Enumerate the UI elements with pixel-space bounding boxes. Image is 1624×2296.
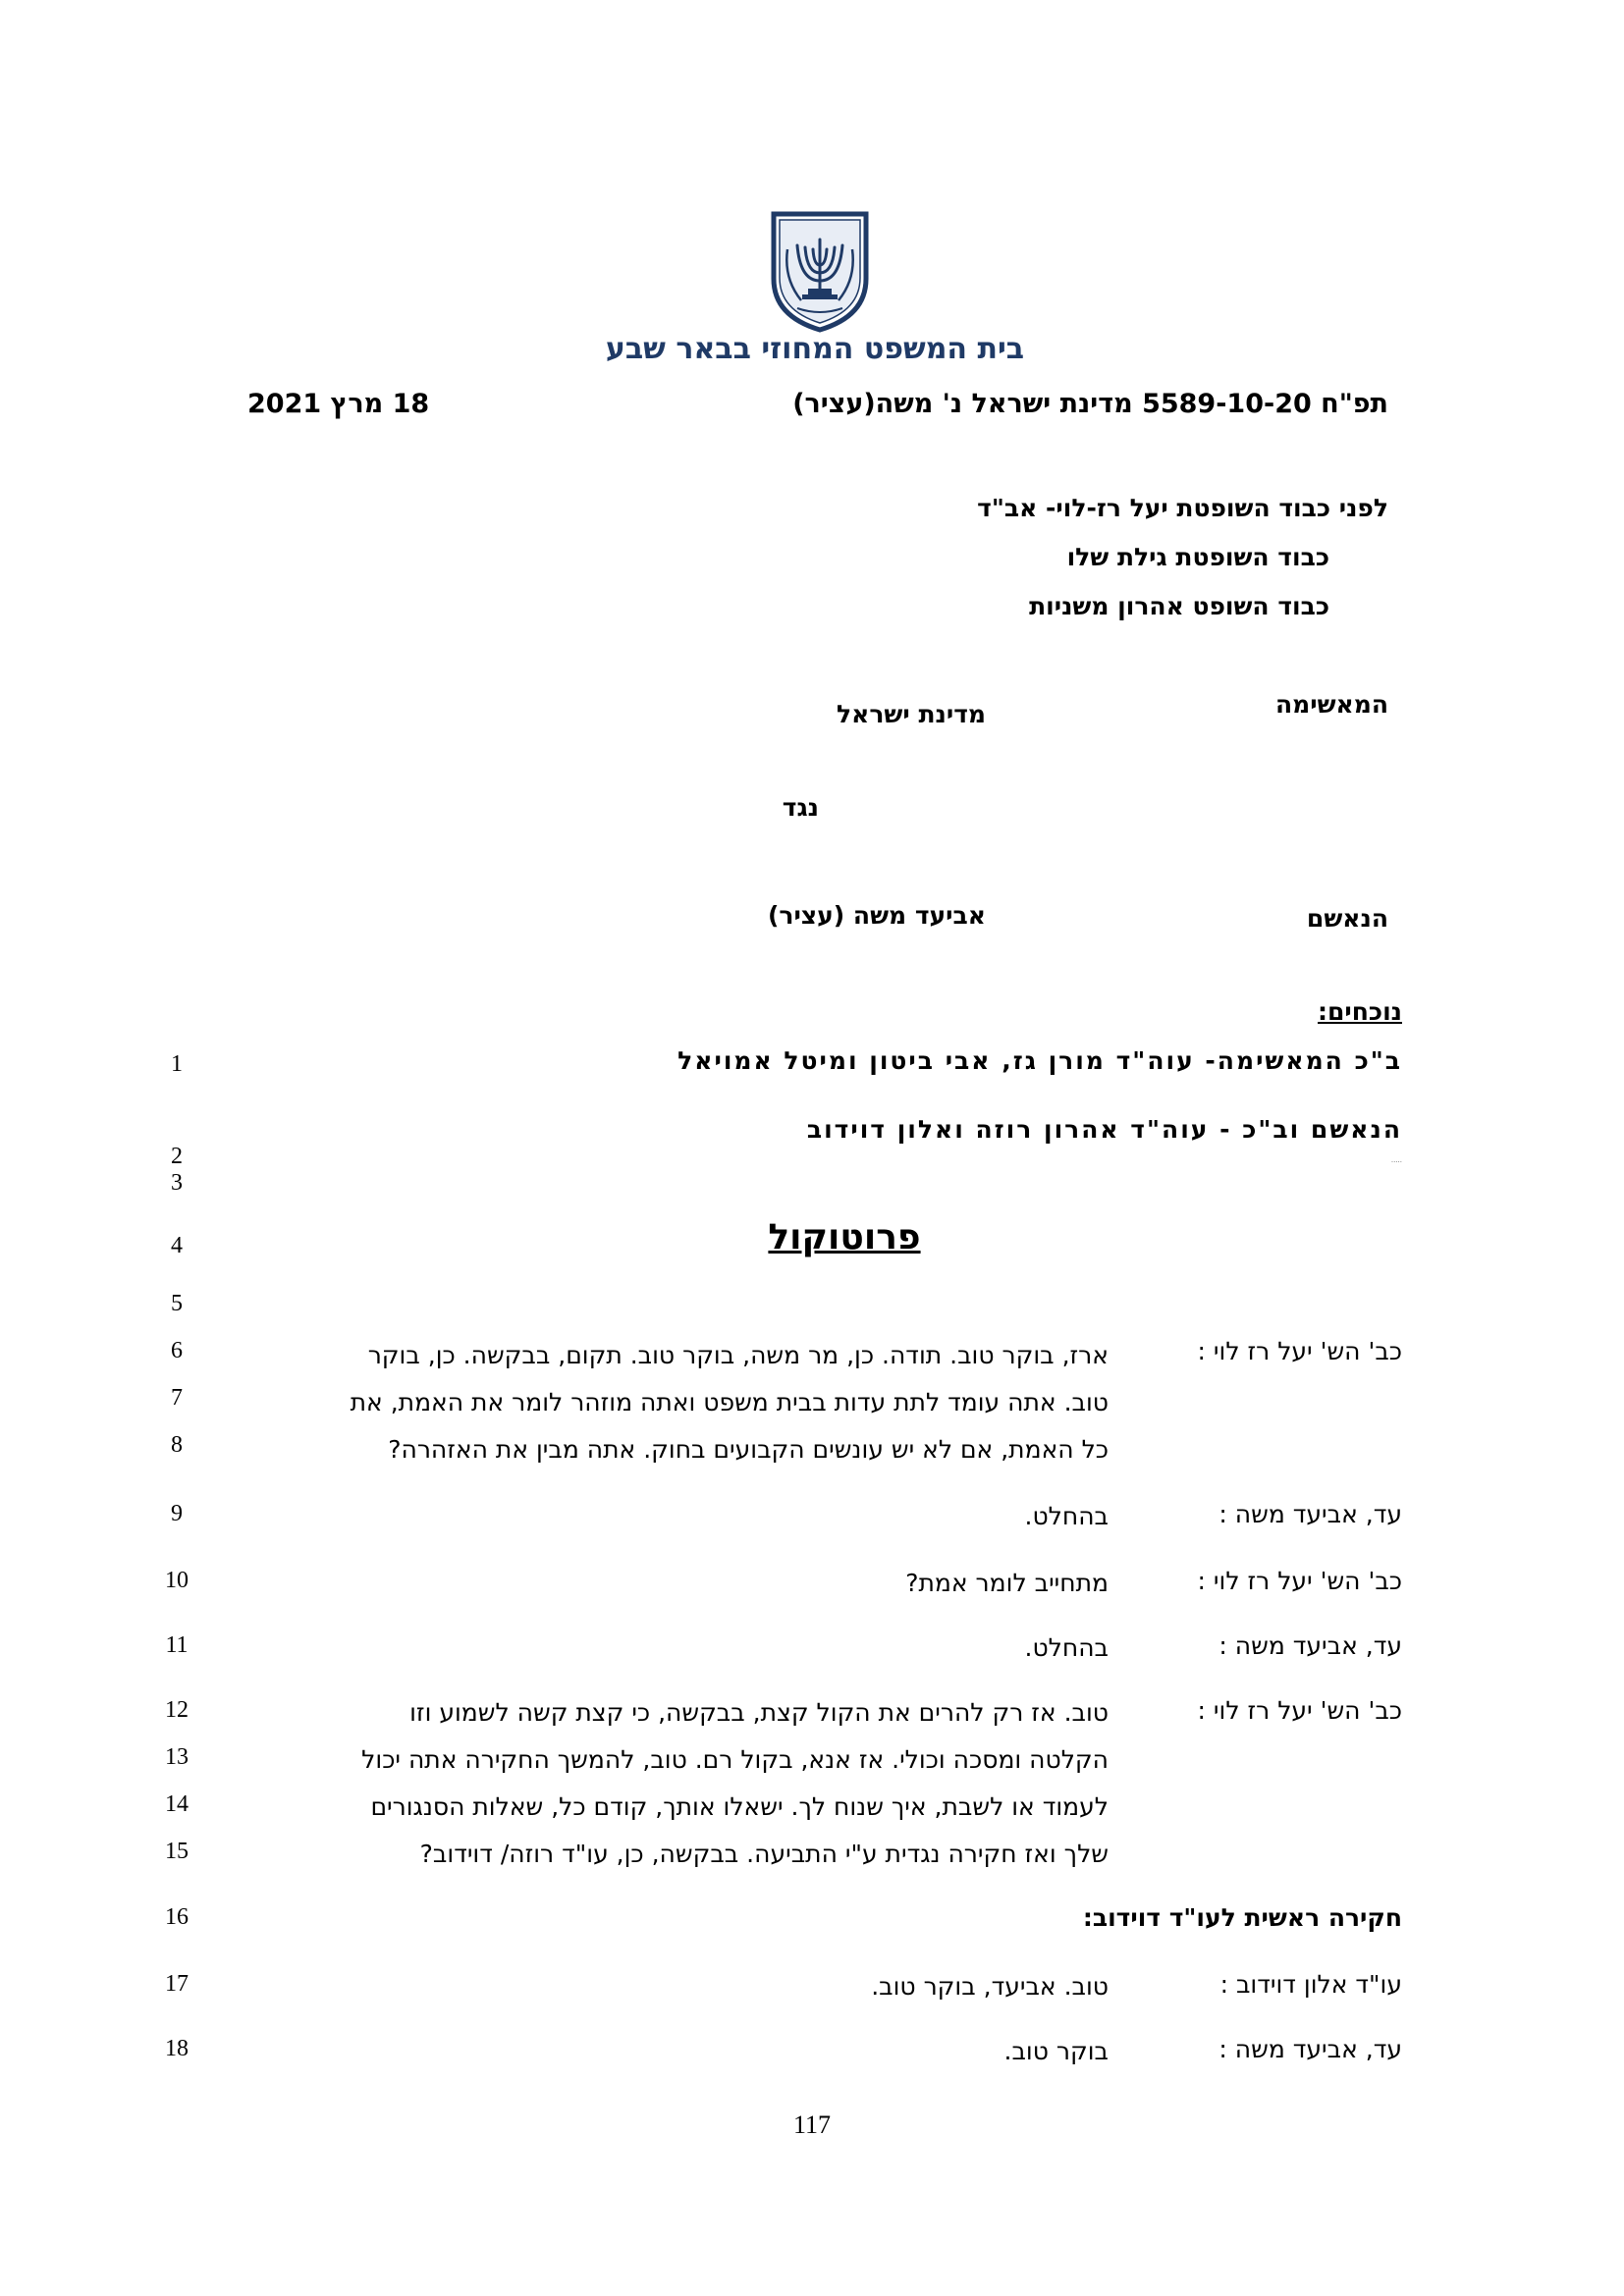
- line-number: 4: [171, 1233, 183, 1258]
- line-number: 11: [165, 1632, 189, 1658]
- speaker-judge: כב' הש' יעל רז לוי :: [1197, 1696, 1402, 1725]
- court-name: בית המשפט המחוזי בבאר שבע: [605, 332, 1025, 366]
- versus-label: נגד: [782, 793, 819, 822]
- line-number: 2: [171, 1144, 183, 1169]
- present-title: נוכחים:: [1317, 997, 1402, 1026]
- defendant-name: אביעד משה (עציר): [767, 901, 986, 930]
- speech-line: טוב. אתה עומד לתת עדות בבית משפט ואתה מוזהר לומר את האמת, את: [350, 1388, 1109, 1416]
- speech-line: ארז, בוקר טוב. תודה. כן, מר משה, בוקר טוב. תקום, בבקשה. כן, בוקר: [367, 1341, 1109, 1369]
- speech-judge: [225, 1560, 1109, 1607]
- speaker-witness: עד, אביעד משה :: [1218, 1500, 1402, 1528]
- judge-third: כבוד השופט אהרון משניות: [1029, 592, 1329, 620]
- line-number: 5: [171, 1291, 183, 1316]
- prosecution-name: מדינת ישראל: [837, 700, 986, 728]
- judge-presiding: לפני כבוד השופטת יעל רז-לוי- אב"ד: [977, 494, 1388, 522]
- line-number: 3: [171, 1170, 183, 1196]
- speaker-witness: עד, אביעד משה :: [1218, 2035, 1402, 2063]
- speech-line: בהחלט.: [1024, 1502, 1109, 1530]
- speech-line: שלך ואז חקירה נגדית ע"י התביעה. בבקשה, כן, עו"ד רוזה/ דוידוב?: [419, 1840, 1109, 1868]
- line-number: 16: [165, 1904, 189, 1930]
- speech-line: הקלטה ומסכה וכולי. אז אנא, בקול רם. טוב, להמשך החקירה אתה יכול: [361, 1745, 1109, 1774]
- section-heading: חקירה ראשית לעו"ד דוידוב:: [1082, 1903, 1402, 1932]
- defendant-label: הנאשם: [1306, 904, 1388, 933]
- line-number: 1: [171, 1051, 183, 1077]
- speech-line: טוב. אז רק להרים את הקול קצת, בבקשה, כי קצת קשה לשמוע וזו: [409, 1698, 1109, 1727]
- line-number: 6: [171, 1338, 183, 1363]
- case-date: 18 מרץ 2021: [247, 389, 430, 419]
- judge-second: כבוד השופטת גילת שלו: [1066, 543, 1329, 571]
- line-number: 14: [165, 1791, 189, 1817]
- line-number: 17: [165, 1971, 189, 1997]
- line-number: 15: [165, 1839, 189, 1864]
- protocol-title: פרוטוקול: [768, 1217, 921, 1257]
- speech-lawyer: [225, 1963, 1109, 2010]
- line-number: 8: [171, 1432, 183, 1458]
- line-number: 7: [171, 1385, 183, 1411]
- speaker-witness: עד, אביעד משה :: [1218, 1631, 1402, 1660]
- speech-line: כל האמת, אם לא יש עונשים הקבועים בחוק. אתה מבין את האזהרה?: [388, 1435, 1109, 1464]
- line-number: 12: [165, 1697, 189, 1723]
- speech-witness: [225, 2028, 1109, 2075]
- speech-witness: [225, 1625, 1109, 1672]
- margin-mark: ·····: [1390, 1158, 1402, 1166]
- speaker-lawyer: עו"ד אלון דוידוב :: [1219, 1970, 1402, 1999]
- present-defense: הנאשם וב"כ - עוה"ד אהרון רוזה ואלון דוידוב: [806, 1115, 1402, 1144]
- speech-line: לעמוד או לשבת, איך שנוח לך. ישאלו אותך, קודם כל, שאלות הסנגורים: [370, 1792, 1109, 1821]
- state-emblem-icon: [768, 210, 872, 334]
- line-number: 10: [165, 1568, 189, 1593]
- page-number: 117: [792, 2110, 832, 2139]
- case-title: תפ"ח 5589-10-20 מדינת ישראל נ' משה(עציר): [792, 389, 1388, 419]
- line-number: 9: [171, 1501, 183, 1526]
- speech-line: בהחלט.: [1024, 1633, 1109, 1662]
- speech-line: בוקר טוב.: [1003, 2037, 1109, 2065]
- speaker-judge: כב' הש' יעל רז לוי :: [1197, 1567, 1402, 1595]
- speaker-judge: כב' הש' יעל רז לוי :: [1197, 1337, 1402, 1365]
- present-prosecution: ב"כ המאשימה- עוה"ד מורן גז, אבי ביטון ומיטל אמויאל: [677, 1046, 1402, 1075]
- speech-judge-warning: [225, 1332, 1109, 1473]
- prosecution-label: המאשימה: [1274, 690, 1388, 719]
- speech-line: טוב. אביעד, בוקר טוב.: [871, 1972, 1109, 2001]
- speech-line: מתחייב לומר אמת?: [905, 1569, 1109, 1597]
- speech-judge-instructions: [225, 1689, 1109, 1878]
- line-number: 13: [165, 1744, 189, 1770]
- line-number: 18: [165, 2036, 189, 2061]
- speech-witness: [225, 1493, 1109, 1540]
